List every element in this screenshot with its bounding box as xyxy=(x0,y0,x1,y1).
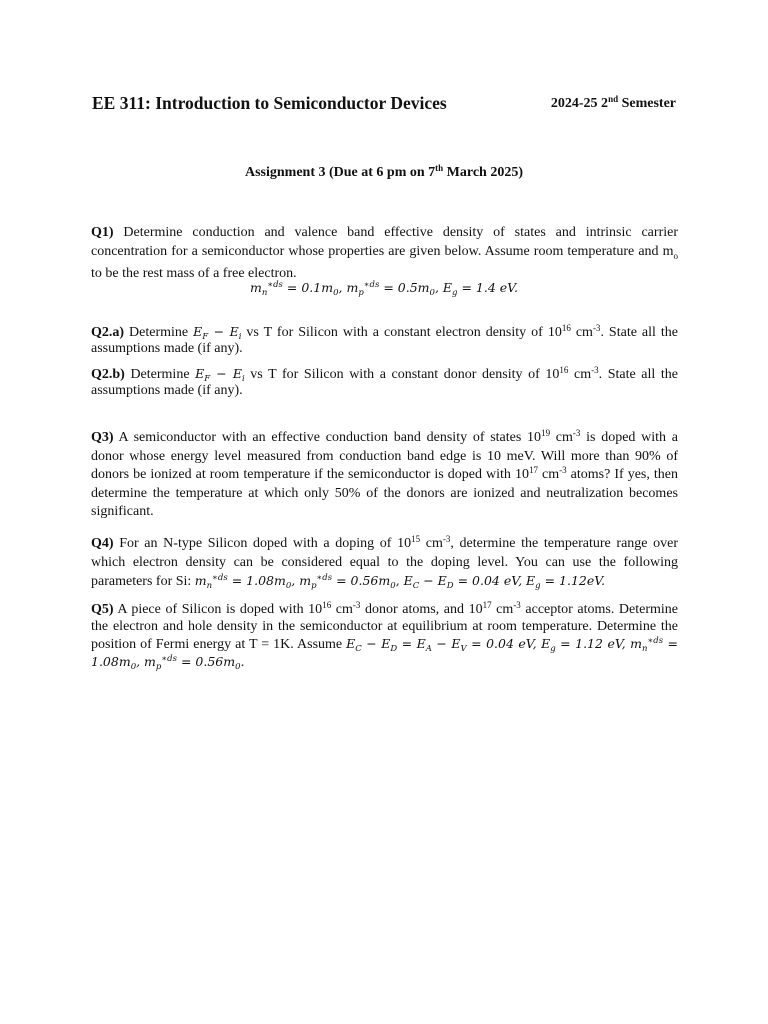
question-2a-unit-exp: -3 xyxy=(592,323,601,333)
question-1-equation xyxy=(0,280,768,296)
question-4-exp-1: 15 xyxy=(411,534,421,544)
question-1 xyxy=(91,224,678,283)
semester-year: 2024-25 2 xyxy=(550,96,609,111)
question-3-text-1: A semiconductor with an effective conduction band density of states 10 xyxy=(113,430,542,445)
question-5 xyxy=(91,601,678,671)
question-3-label: Q3) xyxy=(91,430,114,445)
question-1-text-end: to be the rest mass of a free electron. xyxy=(91,265,297,281)
question-5-exp-3: 17 xyxy=(482,600,492,610)
equation-q1-rendered: $m_n^{∗ds} = 0.1m_0$, $m_p^{∗ds} = 0.5m_0$, $E_g = 1.4$ eV. xyxy=(250,280,518,298)
question-5-exp-1: 16 xyxy=(322,600,332,610)
question-2b-unit-exp: -3 xyxy=(591,365,599,375)
question-4-text-1: For an N-type Silicon doped with a doping of 10 xyxy=(113,536,412,551)
question-2a-label: Q2.a) xyxy=(91,325,125,340)
assignment-title-sup: th xyxy=(435,163,444,173)
q4-math-rendered: $m_n^{∗ds} = 1.08m_0$, $m_p^{∗ds} = 0.56m_0$, $E_C - E_D = 0.04$ eV, $E_g = 1.12eV$. xyxy=(194,573,606,591)
question-5-exp-4: -3 xyxy=(513,600,521,610)
q2b-math-rendered: $E_F - E_i$ xyxy=(195,366,245,384)
question-4-label: Q4) xyxy=(91,536,114,551)
question-5-text-5: acceptor atoms. Determine the electron and hole density in the semiconductor at equilibrium at room temperature. Determine the position of Fermi energy at T = 1K. Assume xyxy=(91,602,679,652)
question-2b-label: Q2.b) xyxy=(91,367,125,382)
question-2a-exp: 16 xyxy=(561,323,571,333)
question-5-text-2: cm xyxy=(331,602,353,617)
question-2a-unit: cm xyxy=(570,325,593,340)
assignment-title-prefix: Assignment 3 (Due at 6 pm on 7 xyxy=(244,165,436,180)
question-3-exp-1: 19 xyxy=(541,428,551,438)
question-3-exp-2: -3 xyxy=(572,428,581,438)
question-2b-text-after: vs T for Silicon with a constant donor density of 10 xyxy=(244,367,560,382)
question-4-text-2: cm xyxy=(420,536,443,551)
question-4 xyxy=(91,535,678,592)
question-2a-text-end: . State all the assumptions made (if any). xyxy=(91,325,679,356)
question-5-text-4: cm xyxy=(491,602,514,617)
document-header xyxy=(92,93,676,117)
question-2b-text-before: Determine xyxy=(124,367,196,382)
semester-sup: nd xyxy=(608,94,619,104)
question-5-text-1: A piece of Silicon is doped with 10 xyxy=(113,602,323,617)
question-5-label: Q5) xyxy=(91,602,114,617)
question-1-label: Q1) xyxy=(91,225,114,240)
question-3-text-4: cm xyxy=(537,467,560,482)
question-3-text-2: cm xyxy=(550,430,573,445)
semester-word: Semester xyxy=(618,96,676,111)
question-4-exp-2: -3 xyxy=(442,534,451,544)
assignment-title-suffix: March 2025) xyxy=(443,165,524,180)
question-3-exp-3: 17 xyxy=(528,465,538,475)
question-1-text: Determine conduction and valence band effective density of states and intrinsic carrier concentration for a semiconductor whose properties are given below. Assume room temperature and m xyxy=(91,225,678,259)
question-3-exp-4: -3 xyxy=(559,465,567,475)
question-3-text-5: atoms? If yes, then determine the temperature at which only 50% of the donors are ionized and neutralization becomes significant. xyxy=(91,467,678,519)
question-2a xyxy=(91,324,678,357)
question-2b-unit: cm xyxy=(568,367,592,382)
question-5-text-3: donor atoms, and 10 xyxy=(360,602,483,617)
question-2a-text-before: Determine xyxy=(124,325,194,340)
q2a-math-rendered: $E_F - E_i$ xyxy=(193,324,242,342)
q5-math-rendered: $E_C - E_D = E_A - E_V = 0.04$ eV, $E_g = 1.12$ eV, $m_n^{∗ds} = 1.08m_0$, $m_p^{∗ds} = 0.56m_0$. xyxy=(91,636,679,672)
question-2b-exp: 16 xyxy=(559,365,569,375)
semester-label xyxy=(551,96,676,112)
question-2b xyxy=(91,366,678,399)
question-2a-text-after: vs T for Silicon with a constant electron density of 10 xyxy=(241,325,562,340)
question-4-text-3: , determine the temperature range over which electron density can be considered equal to the doping level. You can use the following parameters for Si: xyxy=(91,536,679,589)
question-3-text-3: is doped with a donor whose energy level measured from conduction band edge is 10 meV. Will more than 90% of donors be ionized at room temperature if the semiconductor is doped with 10 xyxy=(91,430,678,482)
course-title: EE 311: Introduction to Semiconductor Devices xyxy=(92,93,447,113)
question-1-sub: o xyxy=(673,250,678,261)
assignment-title xyxy=(0,165,768,181)
question-3 xyxy=(91,429,678,522)
question-5-exp-2: -3 xyxy=(352,600,361,610)
question-2b-text-end: . State all the assumptions made (if any). xyxy=(91,367,679,398)
